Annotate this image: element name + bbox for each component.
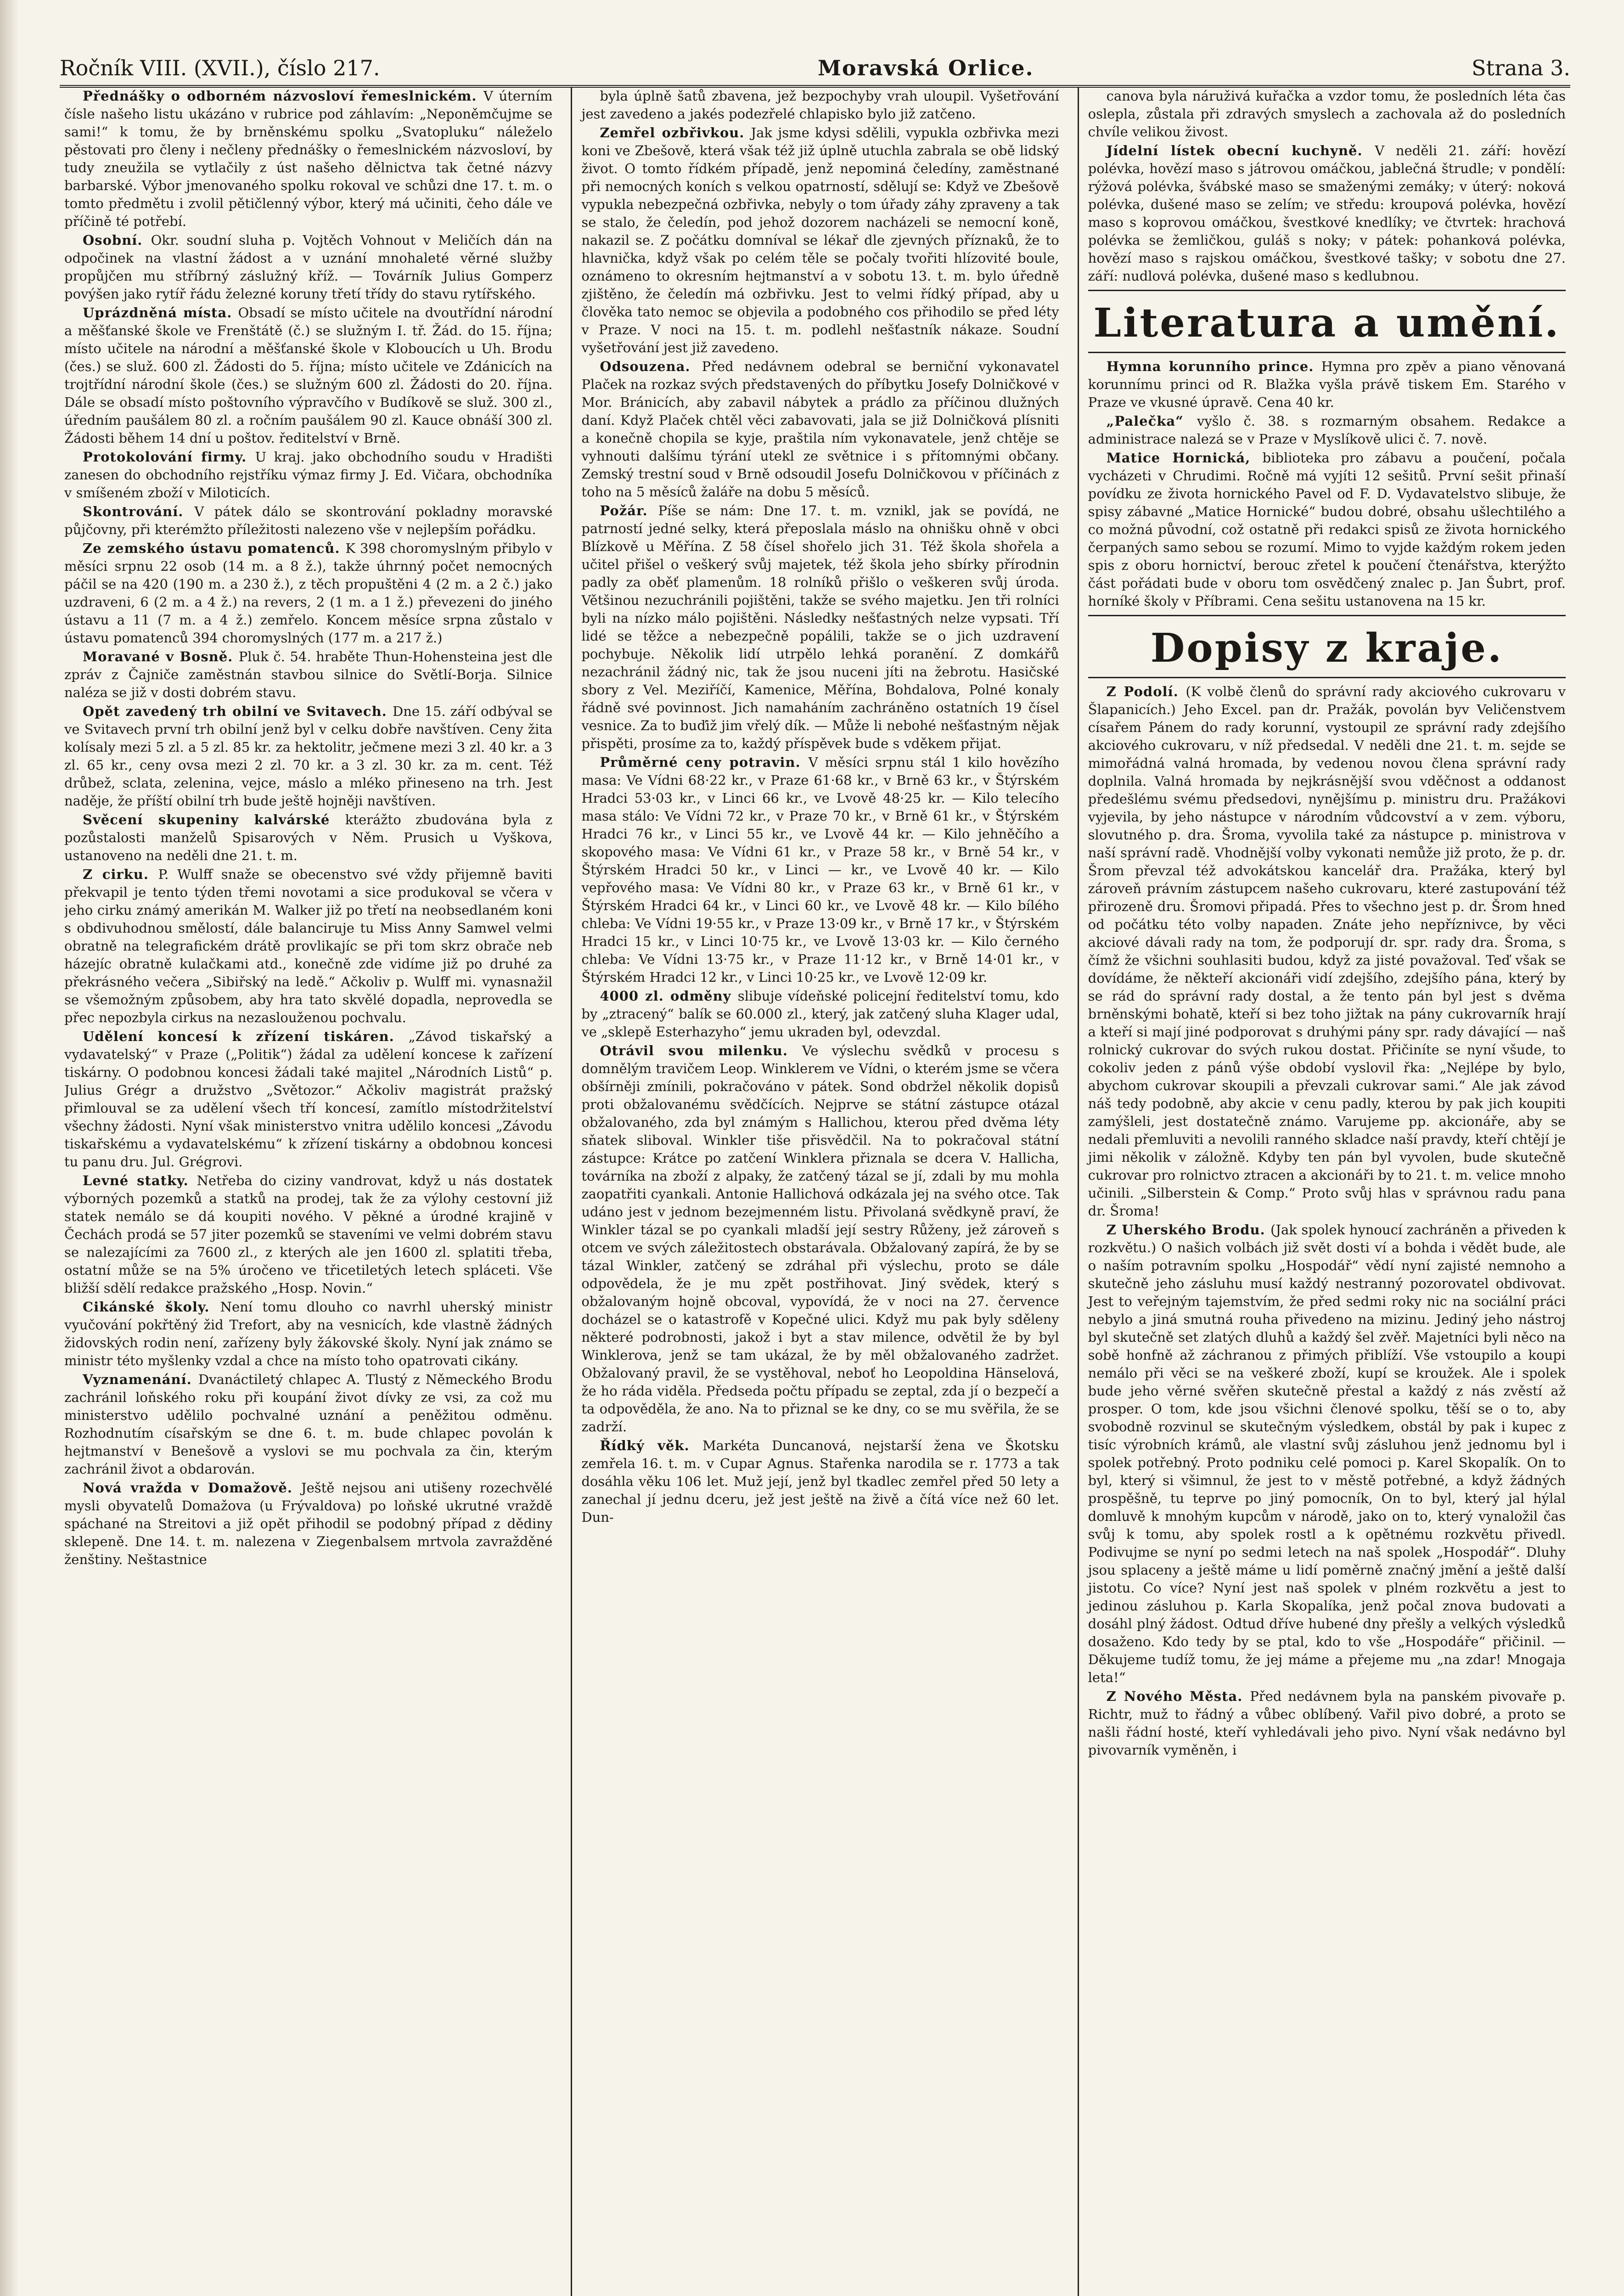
news-item xyxy=(1088,683,1566,1220)
section-heading: Literatura a umění. xyxy=(1093,300,1561,346)
column-2 xyxy=(571,87,1059,2296)
news-item xyxy=(581,754,1059,986)
news-item-heading: Z cirku. xyxy=(83,867,158,882)
news-item-heading: Svěcení skupeniny kalvárské xyxy=(83,812,345,827)
news-item-text: Dvanáctiletý chlapec A. Tlustý z Německého Brodu zachránil loňského roku při koupání život dívky ze vsi, za což mu ministerstvo udělilo pochvalné uznání a peněžitou odměnu. Rozhodnutím císařským se dne 6. t. m. bude chlapec povolán k hejtmanství v Benešově a vyslovi se mu pochvala za čin, kterým zachránil život a obdarován. xyxy=(64,1372,553,1477)
news-item-text: Ve výslechu svědků v procesu s domnělým travičem Leop. Winklerem ve Vídni, o kterém jsme se včera obšírněji zmínili, pokračováno v pátek. Sond obdržel několik dopisů proti obžalovanému svědčících. Nejprve se státní zástupce otázal obžalovaného, zda byl známým s Hallichou, kterou před dvěma léty sňatek sliboval. Winkler tiše přisvědčil. Na to pokračoval státní zástupce: Krátce po zatčení Winklera přiznala se dcera V. Hallicha, továrníka na zboží z alpaky, že zatčený tázal se jí, zdali by mu mohla zaopatřiti cyankali. Antonie Hallichová odkázala jej na svého otce. Tak udáno jest v jednom bezejmenném listu. Přivolaná svědkyně praví, že Winkler tázal se po cyankali mladší její sestry Růženy, jež zároveň s otcem ve svých záležitostech obstarávala. Obžalovaný zapírá, že by se tázal Winkler, zatčený se zdráhal při výslechu, proto se dále odpovědela, že je mu zpět postřihovat. Jiný svědek, který s obžalovaným hojně obcoval, vypovídá, že v noci na 27. července docházel se o katastrofě v Kopečné ulici. Když mu pak byly sděleny některé podrobnosti, jakož i byt a stav milence, odvětil že by byl Winklerova, jenž se tam ukázal, že by měl obžalovaného zadržet. Obžalovaný pravil, že se vystěhoval, neboť ho Leopoldina Hänselová, že ho ráda viděla. Předseda počtu případu se zeptal, zda jí o bezpečí a ta odpověděla, že ano. Na to přiznal se ke dny, co se mu svěřila, že se zadrží. xyxy=(581,1043,1059,1435)
news-item xyxy=(64,703,552,810)
news-item-text: Okr. soudní sluha p. Vojtěch Vohnout v Meličích dán na odpočinek na vlastní žádost a v uznání mnohaleté věrné služby propůjčen mu stříbrný záslužný kříž. — Továrník Julius Gomperz povýšen jako rytíř řádu železné koruny třetí třídy do stavu rytířského. xyxy=(64,232,553,302)
news-item-text: V neděli 21. září: hovězí polévka, hovězí maso s játrovou omáčkou, jablečná štrudle; v pondělí: rýžová polévka, švábské maso se smaženými zemáky; v úterý: noková polévka, dušené maso se zelím; ve středu: kroupová polévka, hovězí maso s koprovou omáčkou, švestkové knedlíky; ve čtvrtek: hrachová polévka se žemličkou, guláš s noky; v pátek: pohanková polévka, hovězí maso s rajskou omáčkou, švestkové tašky; v sobotu dne 27. září: nudlová polévka, dušené maso s kedlubnou. xyxy=(1088,143,1566,284)
news-item-text: Dne 15. září odbýval se ve Svitavech první trh obilní jenž byl v celku dobře navštíven. Ceny žita kolísaly mezi 5 zl. a 5 zl. 85 kr. za hektolitr, ječmene mezi 3 zl. 40 kr. a 3 zl. 65 kr., ceny ovsa mezi 2 zl. 70 kr. a 3 zl. 30 kr. za m. cent. Též drůbež, sclata, zelenina, vejce, máslo a mléko přineseno na trh. Jest naděje, že příští obilní trh bude ještě hojněji navštíven. xyxy=(64,703,553,809)
news-item-text: byla úplně šatů zbavena, jež bezpochyby vrah uloupil. Vyšetřování jest zavedeno a jakés podezřelé chlapisko bylo již zatčeno. xyxy=(581,88,1059,122)
news-item xyxy=(1088,412,1566,448)
news-item-heading: Levné statky. xyxy=(83,1173,197,1188)
news-item-heading: Uprázdněná místa. xyxy=(83,305,238,321)
news-item-heading: Opět zavedený trh obilní ve Svitavech. xyxy=(83,703,393,719)
news-item xyxy=(1088,1688,1566,1759)
news-item-text: P. Wulff snaže se obecenstvo své vždy přijemně baviti překvapil je tento týden třemi novotami a sice produkoval se včera v jeho cirku známý amerikán M. Walker již po třetí na neobsedlaném koni s obdivuhodnou smělostí, dále balanciruje tu Miss Anny Samwel velmi obratně na telegrafickém drátě provlikajíc se při tom skrz obrače neb házejíc obratně kulačkami atd., konečně zde vidíme již po druhé za překrásného večera „Sibiřský na ledě.“ Ačkoliv p. Wulff mi. vynasnažil se všemožným způsobem, aby hra tato skvělé dopadla, neprovedla se přec nepozbyla cirkus na nezaslouženou pochvalu. xyxy=(64,867,553,1025)
news-item xyxy=(64,648,552,702)
news-item-heading: Jídelní lístek obecní kuchyně. xyxy=(1106,143,1375,158)
news-item xyxy=(1088,358,1566,411)
page-header xyxy=(60,44,1570,88)
masthead-title: Moravská Orlice. xyxy=(818,56,1034,80)
news-item-heading: Skontrování. xyxy=(83,504,195,519)
news-item xyxy=(64,1298,552,1370)
news-item-text: kterážto zbudována byla z pozůstalosti manželů Spisarových v Něm. Prusich u Vyškova, ustanoveno na neděli dne 21. t. m. xyxy=(64,812,553,863)
news-item-text: vyšlo č. 38. s rozmarným obsahem. Redakce a administrace nalezá se v Praze v Myslíkově ulici č. 7. nově. xyxy=(1088,413,1566,447)
news-item-heading: Řídký věk. xyxy=(600,1438,702,1453)
news-item-text: Ještě nejsou ani utišeny rozechvělé mysli obyvatelů Domažova (u Frývaldova) po loňské ukrutné vraždě spáchané na Streitovi a již opět přihodil se podobný případ z dědiny sklepeně. Dne 14. t. m. nalezena v Ziegenbalsem mrtvola zavražděné ženštiny. Neštastnice xyxy=(64,1480,553,1567)
news-item-heading: Z Podolí. xyxy=(1106,684,1186,699)
news-item-heading: Matice Hornická, xyxy=(1106,450,1263,466)
news-item-heading: Nová vražda v Domažově. xyxy=(83,1480,301,1496)
news-item-heading: Cikánské školy. xyxy=(83,1299,220,1315)
news-item-text: Jak jsme kdysi sdělili, vypukla ozbřivka mezi koni ve Zbešově, která však též již úplně utuchla zabrala se obě lidský život. O tomto řídkém případě, jenž nepominá čeledíny, zaměstnané při nemocných koních s velkou opatrností, sdělují se: Když ve Zbešově vypukla nebezpečná ozbřivka, nebyly o tom úřady záhy zpraveny a tak se stalo, že čeledín, pod jehož dozorem nacházeli se nemocní koně, nakazil se. Z počátku domníval se lékař dle zjevných příznaků, že to hlavnička, když však po celém těle se počaly tvořiti hlízovité boule, oznámeno to okresním hejtmanství a v sobotu 13. t. m. bylo úředně zjištěno, že čeledín má ozbřivku. Jest to velmi řídký případ, aby u člověka tato nemoc se objevila a podobného cos přihodilo se před léty v Praze. V noci na 15. t. m. podlehl nešťastník nákaze. Soudní vyšetřování jest již zavedeno. xyxy=(581,125,1059,355)
news-item-heading: Protokolování firmy. xyxy=(83,449,255,465)
news-item xyxy=(64,503,552,539)
section-heading: Dopisy z kraje. xyxy=(1150,625,1503,671)
news-item-text: Obsadí se místo učitele na dvoutřídní národní a měšťanské škole ve Frenštátě (č.) se služným I. tř. Žád. do 15. října; místo učitele na národní a měšťanské škole v Kloboucích u Uh. Brodu (čes.) se služ. 600 zl. Žádosti do 5. října; místo učitele ve Zdánicích na trojtřídní národní škole (čes.) se služným 600 zl. Žádosti do 20. října. Dále se obsadí místo poštovního výpravčího v Budíkově se služ. 300 zl., úředním paušálem 80 zl. a ročním paušálem 90 zl. Kauce obnáší 300 zl. Žádosti během 14 dní u poštov. ředitelství v Brně. xyxy=(64,305,553,446)
news-item-text: Píše se nám: Dne 17. t. m. vznikl, jak se povídá, ne patrností jedné selky, která přeposlala máslo na ohnišku ohně v obci Blízkově u Měřína. Z 58 čísel shořelo jich 31. Též škola shořela a učitel přišel o veškerý svůj majetek, též škola jeho sbírky přírodnin padly za oběť plamenům. 18 rolníků přišlo o veškeren svůj úroda. Většinou nezuchránili pojištěni, takže se svého majetku. Jen tři rolníci byli na nízko málo pojištěni. Následky nešťastných nelze vypsati. Tří lidé se těžce a nebezpečně popálili, takže se o jich uzdravení pochybuje. Několik lidí utrpělo lehká poranění. Z domkářů nezachránil žádný nic, tak že jsou nuceni jíti na žebrotu. Hasičské sbory z Vel. Meziříčí, Kamenice, Měřína, Bohdalova, Polné konaly řádně své povinnost. Jich namaháním zachráněno ostatních 19 čísel vesnice. Za to buďiž jim vřelý dík. — Může li nebohé nešťastným nějak přispěti, prosíme za to, každý příspěvek bude s vděkem přijat. xyxy=(581,503,1059,751)
news-item xyxy=(64,866,552,1027)
news-item xyxy=(64,304,552,447)
news-item-heading: Průměrné ceny potravin. xyxy=(600,754,809,770)
news-item xyxy=(64,1172,552,1297)
news-item-text: slibuje vídeňské policejní ředitelství tomu, kdo by „ztracený“ balík se 60.000 zl., který, jak zatčený sluha Klager udal, ve „sklepě Esterhazyho“ jemu ukraden byl, odevzdal. xyxy=(581,988,1059,1040)
news-item-text: Před nedávnem odebral se berniční vykonavatel Plaček na rozkaz svých představených do příbytku Josefy Dolničkové v Mor. Bránicích, aby zabavil nábytek a prádlo za příčinou dlužných daní. Když Plaček chtěl věci zabavovati, jala se již Dolničková plísniti a konečně chopila se kyje, praštila ním vykonavatele, jenž chtěje se vyhnouti dalšímu týrání utekl ze světnice i s přítomnými občany. Zemský trestní soud v Brně odsoudil Josefu Dolničkovou v příčinách z toho na 5 měsíců žaláře na dobu 5 měsíců. xyxy=(581,359,1059,500)
news-item-heading: Z Uherského Brodu. xyxy=(1106,1222,1271,1238)
news-item xyxy=(1088,1221,1566,1687)
news-item-heading: Otrávil svou milenku. xyxy=(600,1043,802,1058)
news-item xyxy=(1088,87,1566,141)
news-item xyxy=(581,1042,1059,1436)
news-item-heading: Odsouzena. xyxy=(600,359,702,374)
news-item xyxy=(581,358,1059,501)
news-item xyxy=(581,502,1059,753)
news-item xyxy=(64,448,552,502)
news-item-heading: Z Nového Města. xyxy=(1106,1688,1250,1704)
news-item-heading: Přednášky o odborném názvosloví řemeslnickém. xyxy=(83,88,483,104)
news-item xyxy=(64,811,552,865)
section-rule xyxy=(1088,615,1566,616)
news-item-text: Pluk č. 54. hraběte Thun-Hohensteina jest dle zpráv z Čajniče zaměstnán stavbou silnice do Světlí-Borja. Silnice naléza se již v dosti dobrém stavu. xyxy=(64,649,553,700)
news-item-text: Markéta Duncanová, nejstarší žena ve Škotsku zemřela 16. t. m. v Cupar Agnus. Stařenka narodila se r. 1773 a tak dosáhla věku 106 let. Muž její, jenž byl tkadlec zemřel před 50 lety a zanechal jí jednu dceru, jež jest ještě na živě a čítá více než 60 let. Dun- xyxy=(581,1438,1059,1525)
news-item xyxy=(1088,142,1566,285)
news-item-text: K 398 choromyslným přibylo v měsíci srpnu 22 osob (14 m. a 8 ž.), takže úhrnný počet nemocných páčil se na 420 (190 m. a 230 ž.), z těch propuštěni 4 (2 m. a 2 č.) jako uzdraveni, 6 (2 m. a 4 ž.) na revers, 2 (1 m. a 1 ž.) převezeni do jiného ústavu a 11 (7 m. a 4 ž.) zemřelo. Koncem měsíce srpna zůstalo v ústavu pomatenců 394 choromyslných (177 m. a 217 ž.) xyxy=(64,540,553,646)
news-item-heading: Moravané v Bosně. xyxy=(83,649,239,664)
section-rule xyxy=(1088,352,1566,353)
news-item xyxy=(64,540,552,647)
column-3 xyxy=(1078,87,1566,2296)
news-item-heading: Vyznamenání. xyxy=(83,1372,198,1387)
section-rule xyxy=(1088,677,1566,678)
news-item-text: V pátek dálo se skontrování pokladny moravské půjčovny, při kterémžto příležitosti nalezeno vše v nejlepším pořádku. xyxy=(64,504,553,537)
news-item-text: Není tomu dlouho co navrhl uherský ministr vyučování pokřtěný žid Trefort, aby na vesnicích, kde vlastně žádných židovských rodin není, zařízeny byly žákovské školy. Nyní jak známo se ministr této myšlenky vzdal a chce na místo toho opatrovati cikány. xyxy=(64,1299,553,1368)
news-item xyxy=(581,87,1059,123)
news-item-text: Hymna pro zpěv a piano věnovaná korunnímu princi od R. Blažka vyšla právě tiskem Em. Starého v Praze ve vkusné úpravě. Cena 40 kr. xyxy=(1088,359,1566,410)
news-item xyxy=(64,231,552,303)
news-item-text: U kraj. jako obchodního soudu v Hradišti zanesen do obchodního rejstříku výmaz firmy J. Ed. Vičara, obchodníka v smíšeném zboží v Miloticích. xyxy=(64,449,553,501)
news-item-heading: Osobní. xyxy=(83,232,151,248)
scan-edge-shadow xyxy=(0,0,18,2296)
news-item xyxy=(581,124,1059,357)
news-item-heading: Hymna korunního prince. xyxy=(1106,359,1321,374)
news-item xyxy=(64,1028,552,1171)
news-item xyxy=(581,1437,1059,1526)
news-item xyxy=(1088,449,1566,610)
news-item-text: (K volbě členů do správní rady akciového cukrovaru v Šlapanicích.) Jeho Excel. pan dr. Pražák, povolán byv Veličenstvem císařem Pánem do rady korunní, vystoupil ze správní rady zdejšího akciového cukrovaru, v níž předsedal. V neděli dne 21. t. m. sejde se mimořádná valná hromada, by vedenou novou člena správní rady doplnila. Valná hromada by nejkrásnější svou vděčnost a oddanost předešlému svému předsedovi, nynějšímu p. ministru dru. Pražákovi vyjevila, by jeho nástupce v národním vůdcovství a v zem. výboru, slovutného p. dra. Šroma, vyvolila také za nástupce p. ministrova v naší správní radě. Vhodnější volby vykonati nemůže již proto, že p. dr. Šrom převzal též advokátskou kancelář dra. Pražáka, který byl zároveň právním zástupcem našeho cukrovaru, které zastupování též přirozeně dru. Šromovi připadá. Přes to všechno jest p. dr. Šrom hned od počátku této volby napaden. Znáte jeho nepříznivce, by věci akciové dávali rady na tom, že podporují dr. spr. rady dra. Šroma, s čímž že všichni souhlasiti budou, když za jisté považoval. Teď však se dovídáme, že někteří akcionáři vidí zdejšího, zdejšího pána, který by se rád do správní rady dostal, a že tento pán byl jest s dvěma brněnskými bohatě, kteří si bez toho jižtak na pány cukrovarník hrají a kteří si mají jiné podporovat s druhými pány spr. rady dávající — naš rolnický cukrovar do svých rukou dostat. Přičiníte se nyní všude, to cokoliv jeden z pánů výše období vyslovil řka: „Nejlépe by bylo, abychom cukrovar skoupili a převzali cukrovar sami.“ Ale jak závod náš tedy podobně, aby akcie v cenu padly, kterou by pak jich koupiti zamýšleli, jest dostatečně známo. Varujeme pp. akcionáře, aby se nedali přemluviti a nevolili ranného skladce naší pravdy, kteří chtějí je jimi několik v záložně. Kdyby ten pán byl vyvolen, bude skutečně cukrovar pro rolnictvo ztracen a akcionáři by to 21. t. m. velice mnoho učinili. „Silberstein & Comp.“ Proto svůj hlas v správnou radu pana dr. Šroma! xyxy=(1088,684,1566,1219)
news-item xyxy=(64,1479,552,1569)
news-item-text: Netřeba do ciziny vandrovat, když u nás dostatek výborných pozemků a statků na prodej, tak že za výlohy cestovní již statek nemálo se dá koupiti nového. V pěkné a úrodné krajině v Čechách prodá se 57 jiter pozemků se staveními ve velmi dobrém stavu se nalezajícími za 7600 zl., z kterých ale jen 1600 zl. splatiti třeba, ostatní může se na 5% úročeno ve třicetiletých letech spláceti. Vše bližší sdělí redakce pražského „Hosp. Novin.“ xyxy=(64,1173,553,1296)
news-item-text: canova byla náruživá kuřačka a vzdor tomu, že posledních léta čas oslepla, zůstala při zdravých smyslech a zachovala až do posledních chvíle velikou živost. xyxy=(1088,88,1566,140)
issue-info: Ročník VIII. (XVII.), číslo 217. xyxy=(60,56,380,80)
news-item xyxy=(64,1371,552,1478)
news-item-text: (Jak spolek hynoucí zachráněn a přiveden k rozkvětu.) O našich volbách již svět dosti ví a bohda i vědět bude, ale o naším potravním spolku „Hospodář“ vědí nyní zajisté nemnoho a skutečně jeho zásluhu musí každý nestranný pozorovatel obdivovat. Jest to veřejným tajemstvím, že před sedmi roky nic na sociální práci nebylo a jiná smutná rouha přivedeno na mizinu. Jediný jeho nástroj byl skutečně set zlatých dluhů a každý šel zvěř. Majetníci byli něco na sobě honfně až záchranou z přimých přiblíží. Vše vstoupilo a koupi nemálo při věci se na veškeré zboží, kupí se kroužek. Ale i spolek bude jeho věrné svěřen skutečně přestal a každý z nás zvěstí až prosper. O tom, kde jsou všichni členové spolku, těší se o to, aby svobodně rozvinul se skutečným výsledkem, obstál by pak i kupec z tisíc výrobních krámů, ale vlastní svůj zásluhou jenž jednomu byl i spolek potřebný. Proto podniku celé pomoci p. Karel Skopalík. On to byl, který si všimnul, že jest to v městě potřebné, a když žádných prospěšně, tu teprve po jiný pomocník, On to byl, který jal hýlal domluvě k mnohým kupcům v národě, jako on to, který vynaložil čas svůj k tomu, aby spolek rostl a k opětnému rozkvětu přivedl. Podivujme se nyní po sedmi letech na naš spolek „Hospodář“. Dluhy jsou splaceny a ještě máme u lidí poměrně značný jmění a ještě další jistotu. Co více? Nyní jest naš spolek v plném rozkvětu a jest to jedinou zásluhou p. Karla Skopalíka, jenž počal znova budovati a dosáhl plný žádost. Odtud dříve hubené dny přešly a velkých výsledků dosaženo. Kdo tedy by se ptal, kdo to vše „Hospodáře“ přičinil. — Děkujeme tudíž tomu, že jej máme a přejeme mu „na zdar! Mnogaja leta!“ xyxy=(1088,1222,1566,1685)
news-item-text: V úterním čísle našeho listu ukázáno v rubrice pod záhlavím: „Neponěmčujme se sami!“ k tomu, že by brněnskému spolku „Svatopluku“ náleželo pěstovati pro členy i nečleny přednášky o řemeslnickém názvosloví, by tudy zneužila se vytlačily z úst našeho dělnictva tak četné názvy barbarské. Výbor jmenovaného spolku rokoval ve schůzi dne 17. t. m. o tomto předmětu i zvolil pětičlenný výbor, který má učiniti, čeho dále ve příčině té potřebí. xyxy=(64,88,553,229)
columns xyxy=(64,87,1566,2296)
news-item-text: Před nedávnem byla na panském pivovaře p. Richtr, muž to řádný a vůbec oblíbený. Vařil pivo dobré, a proto se našli řádní hosté, kteří vyhledávali jeho pivo. Nyní však nedávno byl pivovarník vyměněn, i xyxy=(1088,1688,1566,1758)
news-item-heading: 4000 zl. odměny xyxy=(600,988,738,1004)
news-item-heading: Udělení koncesí k zřízení tiskáren. xyxy=(83,1029,409,1044)
news-item xyxy=(581,987,1059,1041)
news-item-heading: Zemřel ozbřivkou. xyxy=(600,125,751,141)
page-number: Strana 3. xyxy=(1472,56,1570,80)
news-item-text: biblioteka pro zábavu a poučení, počala vycházeti v Chrudimi. Ročně má vyjíti 12 sešitů. První sešit přinaší povídku ze života hornického Pavel od F. D. Vydavatelstvo slibuje, že spisy zábavné „Matice Hornické“ budou dobré, obsahu ušlechtilého a co možná původní, což ostatně při redakci spisů ze života hornického čerpaných samo sebou se rozumí. Mimo to vyjde každým rokem jeden spis z oboru hornictví, berouc zřetel k poučení čtenářstva, kterýžto část pořádati bude v oboru tom osvědčený znalec p. Jan Šubrt, prof. horníké školy v Příbrami. Cena sešitu ustanovena na 15 kr. xyxy=(1088,450,1566,609)
news-item-heading: „Palečka“ xyxy=(1106,413,1197,429)
news-item-heading: Požár. xyxy=(600,503,658,518)
news-item xyxy=(64,87,552,231)
column-1 xyxy=(64,87,552,2296)
news-item-heading: Ze zemského ústavu pomatenců. xyxy=(83,540,346,556)
section-rule xyxy=(1088,290,1566,291)
news-item-text: V měsíci srpnu stál 1 kilo hovězího masa: Ve Vídni 68·22 kr., v Praze 61·68 kr., v Brně 63 kr., v Štýrském Hradci 53·03 kr., v Linci 66 kr., ve Lvově 48·25 kr. — Kilo telecího masa stálo: Ve Vídni 72 kr., v Praze 70 kr., v Brně 61 kr., v Štýrském Hradci 76 kr., v Linci 55 kr., ve Lvově 44 kr. — Kilo jehněčího a skopového masa: Ve Vídni 61 kr., v Praze 58 kr., v Brně 54 kr., v Štýrském Hradci 50 kr., v Linci — kr., ve Lvově 40 kr. — Kilo vepřového masa: Ve Vídni 80 kr., v Praze 63 kr., v Brně 61 kr., v Štýrském Hradci 64 kr., v Linci 60 kr., ve Lvově 48 kr. — Kilo bílého chleba: Ve Vídni 19·55 kr., v Praze 13·09 kr., v Brně 17 kr., v Štýrském Hradci 15 kr., v Linci 10·75 kr., ve Lvově 13·03 kr. — Kilo černého chleba: Ve Vídni 13·75 kr., v Praze 11·12 kr., v Brně 14·01 kr., v Štýrském Hradci 12 kr., v Linci 10·25 kr., ve Lvově 12·09 kr. xyxy=(581,754,1059,985)
news-item-text: „Závod tiskařský a vydavatelský“ v Praze („Politik“) žádal za udělení koncese k zařízení tiskárny. O podobnou koncesi žádali také majitel „Národních Listů“ p. Julius Grégr a družstvo „Světozor.“ Ačkoliv magistrát pražský přimlouval se za udělení všech tří koncesí, zamítlo místodržitelství všechny žádosti. Nyní však ministerstvo vnitra udělilo koncesi „Závodu tiskařskému a vydavatelskému“ k zřízení tiskárny a obdobnou koncesi tu panu dru. Jul. Grégrovi. xyxy=(64,1029,553,1170)
